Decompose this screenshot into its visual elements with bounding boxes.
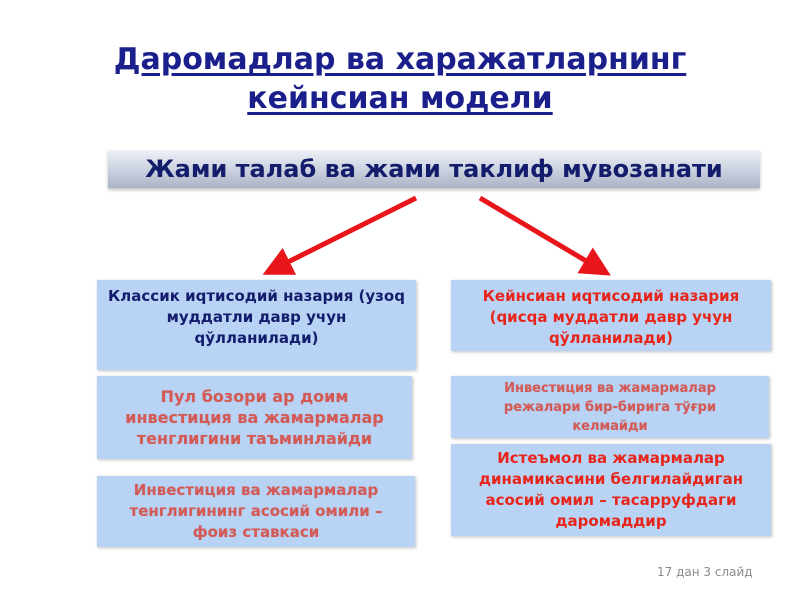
consumption-box <box>451 444 771 536</box>
equilibrium-banner: Жами талаб ва жами таклиф мувозанати <box>108 150 760 188</box>
consumption-label: Истеъмол ва жамармалар динамикасини белгилайдиган асосий омил – тасарруфдаги даромаддир <box>478 449 744 530</box>
interest-rate-label: Инвестиция ва жамармалар тенглигининг асосий омили – фоиз ставкаси <box>129 481 383 541</box>
classical-theory-label: Классик иqтисодий назария (узоq муддатли давр учун qўлланилади) <box>108 287 405 347</box>
keynesian-theory-label: Кейнсиан иqтисодий назария (qисqа муддатли давр учун qўлланилади) <box>482 287 740 347</box>
keynesian-theory-box <box>451 280 771 351</box>
investment-plans-box <box>451 376 769 438</box>
slide-counter: 17 дан 3 слайд <box>657 565 753 579</box>
classical-theory-box <box>97 280 416 370</box>
arrow-left-icon <box>276 198 416 268</box>
investment-plans-label: Инвестиция ва жамармалар режалари бир-бирига тўғри келмайди <box>503 380 717 434</box>
money-market-label: Пул бозори ар доим инвестиция ва жамармалар тенглигини таъминлайди <box>125 387 384 448</box>
money-market-box <box>97 376 412 459</box>
slide-title-line-1: Даромадлар ва харажатларнинг <box>113 42 687 77</box>
slide-title-line-2: кейнсиан модели <box>247 81 553 116</box>
arrow-right-icon <box>480 198 598 268</box>
interest-rate-box <box>97 476 415 547</box>
